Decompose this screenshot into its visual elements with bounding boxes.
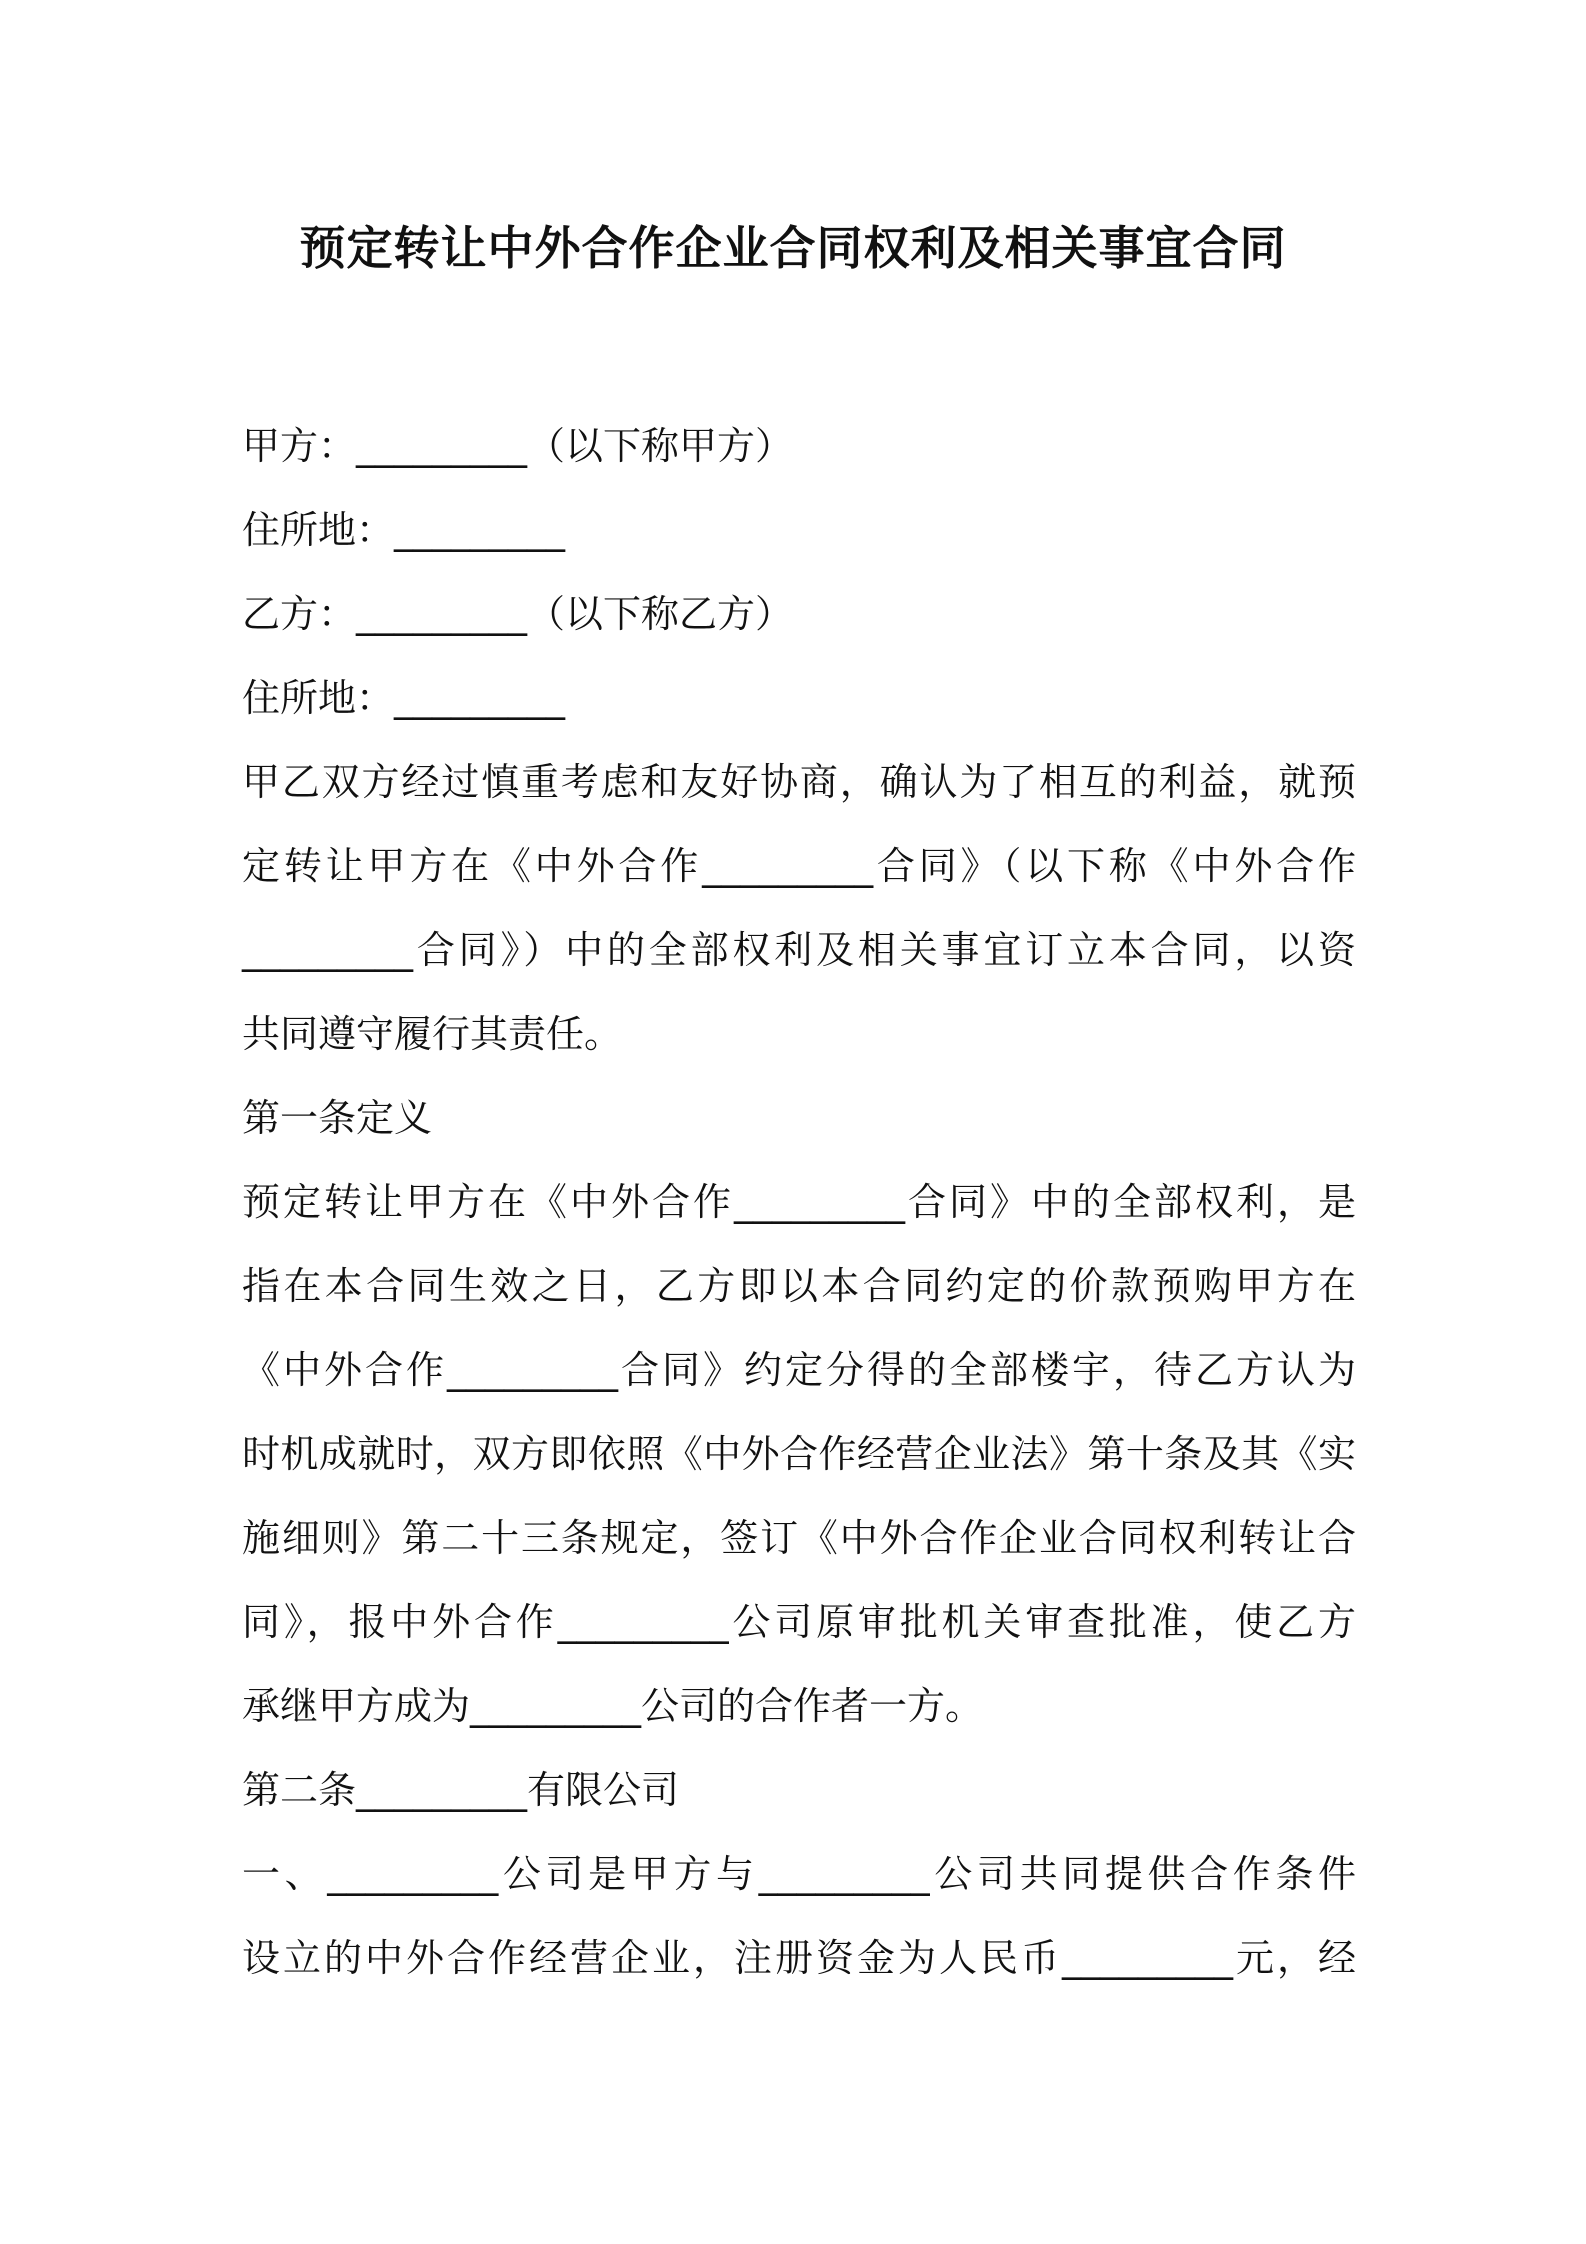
article-1-line: 《中外合作_________合同》约定分得的全部楼宇，待乙方认为 xyxy=(242,1348,1356,1392)
article-1-heading: 第一条定义 xyxy=(242,1096,433,1140)
preamble-line: 甲乙双方经过慎重考虑和友好协商，确认为了相互的利益，就预 xyxy=(242,760,1356,804)
article-1-line: 指在本合同生效之日，乙方即以本合同约定的价款预购甲方在 xyxy=(242,1264,1356,1308)
party-a-line: 甲方：_________（以下称甲方） xyxy=(242,424,794,468)
document-title: 预定转让中外合作企业合同权利及相关事宜合同 xyxy=(299,221,1287,275)
article-2-heading: 第二条_________有限公司 xyxy=(242,1768,680,1812)
article-2-line: 一、_________公司是甲方与_________公司共同提供合作条件 xyxy=(242,1852,1356,1896)
document-body xyxy=(242,404,1356,2000)
article-1-line: 时机成就时，双方即依照《中外合作经营企业法》第十条及其《实 xyxy=(242,1432,1356,1476)
party-b-address-line: 住所地：_________ xyxy=(242,676,566,720)
preamble-line: 共同遵守履行其责任。 xyxy=(242,1012,623,1056)
article-1-line: 同》，报中外合作_________公司原审批机关审查批准，使乙方 xyxy=(242,1600,1356,1644)
preamble-line: _________合同》）中的全部权利及相关事宜订立本合同，以资 xyxy=(242,928,1356,972)
party-a-address-line: 住所地：_________ xyxy=(242,508,566,552)
preamble-line: 定转让甲方在《中外合作_________合同》（以下称《中外合作 xyxy=(242,844,1356,888)
article-1-line: 施细则》第二十三条规定，签订《中外合作企业合同权利转让合 xyxy=(242,1516,1356,1560)
article-1-line: 预定转让甲方在《中外合作_________合同》中的全部权利，是 xyxy=(242,1180,1356,1224)
article-2-line: 设立的中外合作经营企业，注册资金为人民币_________元，经 xyxy=(242,1936,1356,1980)
article-1-line: 承继甲方成为_________公司的合作者一方。 xyxy=(242,1684,984,1728)
party-b-line: 乙方：_________（以下称乙方） xyxy=(242,592,794,636)
